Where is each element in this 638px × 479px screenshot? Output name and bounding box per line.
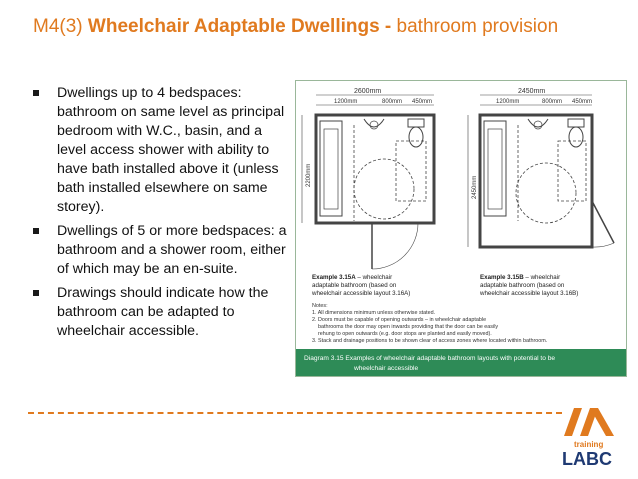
plan-b-dim-3: 450mm — [572, 99, 593, 105]
example-b-line-1: – wheelchair — [523, 274, 561, 281]
note-line-3: bathrooms the door may open inwards providing that the door can be easily — [318, 324, 499, 330]
bullet-text: Dwellings of 5 or more bedspaces: a bathroom and a shower room, either of which may be an en-suite. — [57, 223, 287, 277]
bullet-text: Dwellings up to 4 bedspaces: bathroom on same level as principal bedroom with W.C., basin, and a level access shower with ability to have bath installed above it (unless bath installed elsewhere on same storey). — [57, 85, 285, 215]
logo-small-text: training — [574, 440, 604, 449]
caption-band — [296, 349, 626, 376]
bullet-item — [33, 222, 295, 279]
note-line-1: 1. All dimensions minimum unless otherwise stated. — [312, 310, 436, 316]
example-a-line-3: wheelchair accessible layout 3.16A) — [312, 290, 411, 297]
example-b-bold: Example 3.15B — [480, 274, 524, 281]
example-b-line-3: wheelchair accessible layout 3.16B) — [480, 290, 579, 297]
example-a-label — [312, 274, 392, 281]
note-line-2: 2. Doors must be capable of opening outwards – in wheelchair adaptable — [312, 317, 487, 323]
divider-dashed — [28, 412, 562, 414]
plan-b-side-dim: 2450mm — [472, 175, 478, 199]
plan-a — [302, 95, 434, 269]
title-code: M4(3) — [33, 16, 88, 37]
bullet-marker-icon — [33, 90, 39, 96]
caption-line-1: Diagram 3.15 Examples of wheelchair adaptable bathroom layouts with potential to be — [304, 355, 556, 362]
plan-b — [468, 95, 614, 247]
logo-big-text: LABC — [562, 449, 612, 469]
labc-logo — [560, 402, 620, 472]
plan-b-dim-1: 1200mm — [496, 99, 520, 105]
example-b-line-2: adaptable bathroom (based on — [480, 282, 565, 289]
bullet-item — [33, 84, 295, 217]
caption-line-2: wheelchair accessible — [354, 365, 419, 372]
example-a-line-2: adaptable bathroom (based on — [312, 282, 397, 289]
example-a-bold: Example 3.15A — [312, 274, 356, 281]
bathroom-layout-diagram — [295, 80, 627, 377]
bullet-marker-icon — [33, 290, 39, 296]
note-line-4: rehung to open outwards (e.g. door stops are planted and easily moved). — [318, 331, 492, 337]
plan-a-dim-2: 800mm — [382, 99, 403, 105]
bullet-text: Drawings should indicate how the bathroom can be adapted to wheelchair accessible. — [57, 285, 269, 339]
plan-b-total-dim: 2450mm — [518, 88, 546, 95]
bullet-marker-icon — [33, 228, 39, 234]
title-bold: Wheelchair Adaptable Dwellings - — [87, 16, 397, 37]
bullet-list — [33, 84, 295, 346]
example-b-label — [480, 274, 560, 281]
plan-a-side-dim: 2200mm — [306, 163, 312, 187]
slide-title — [33, 14, 613, 39]
notes-heading: Notes: — [312, 303, 328, 309]
example-a-line-1: – wheelchair — [355, 274, 393, 281]
title-rest: bathroom provision — [396, 16, 559, 37]
note-line-5: 3. Stack and drainage positions to be shown clear of access zones where located within bathroom. — [312, 338, 548, 344]
plan-a-dim-3: 450mm — [412, 99, 433, 105]
plan-b-dim-2: 800mm — [542, 99, 563, 105]
bullet-item — [33, 284, 295, 341]
plan-a-total-dim: 2600mm — [354, 88, 382, 95]
plan-a-dim-1: 1200mm — [334, 99, 358, 105]
